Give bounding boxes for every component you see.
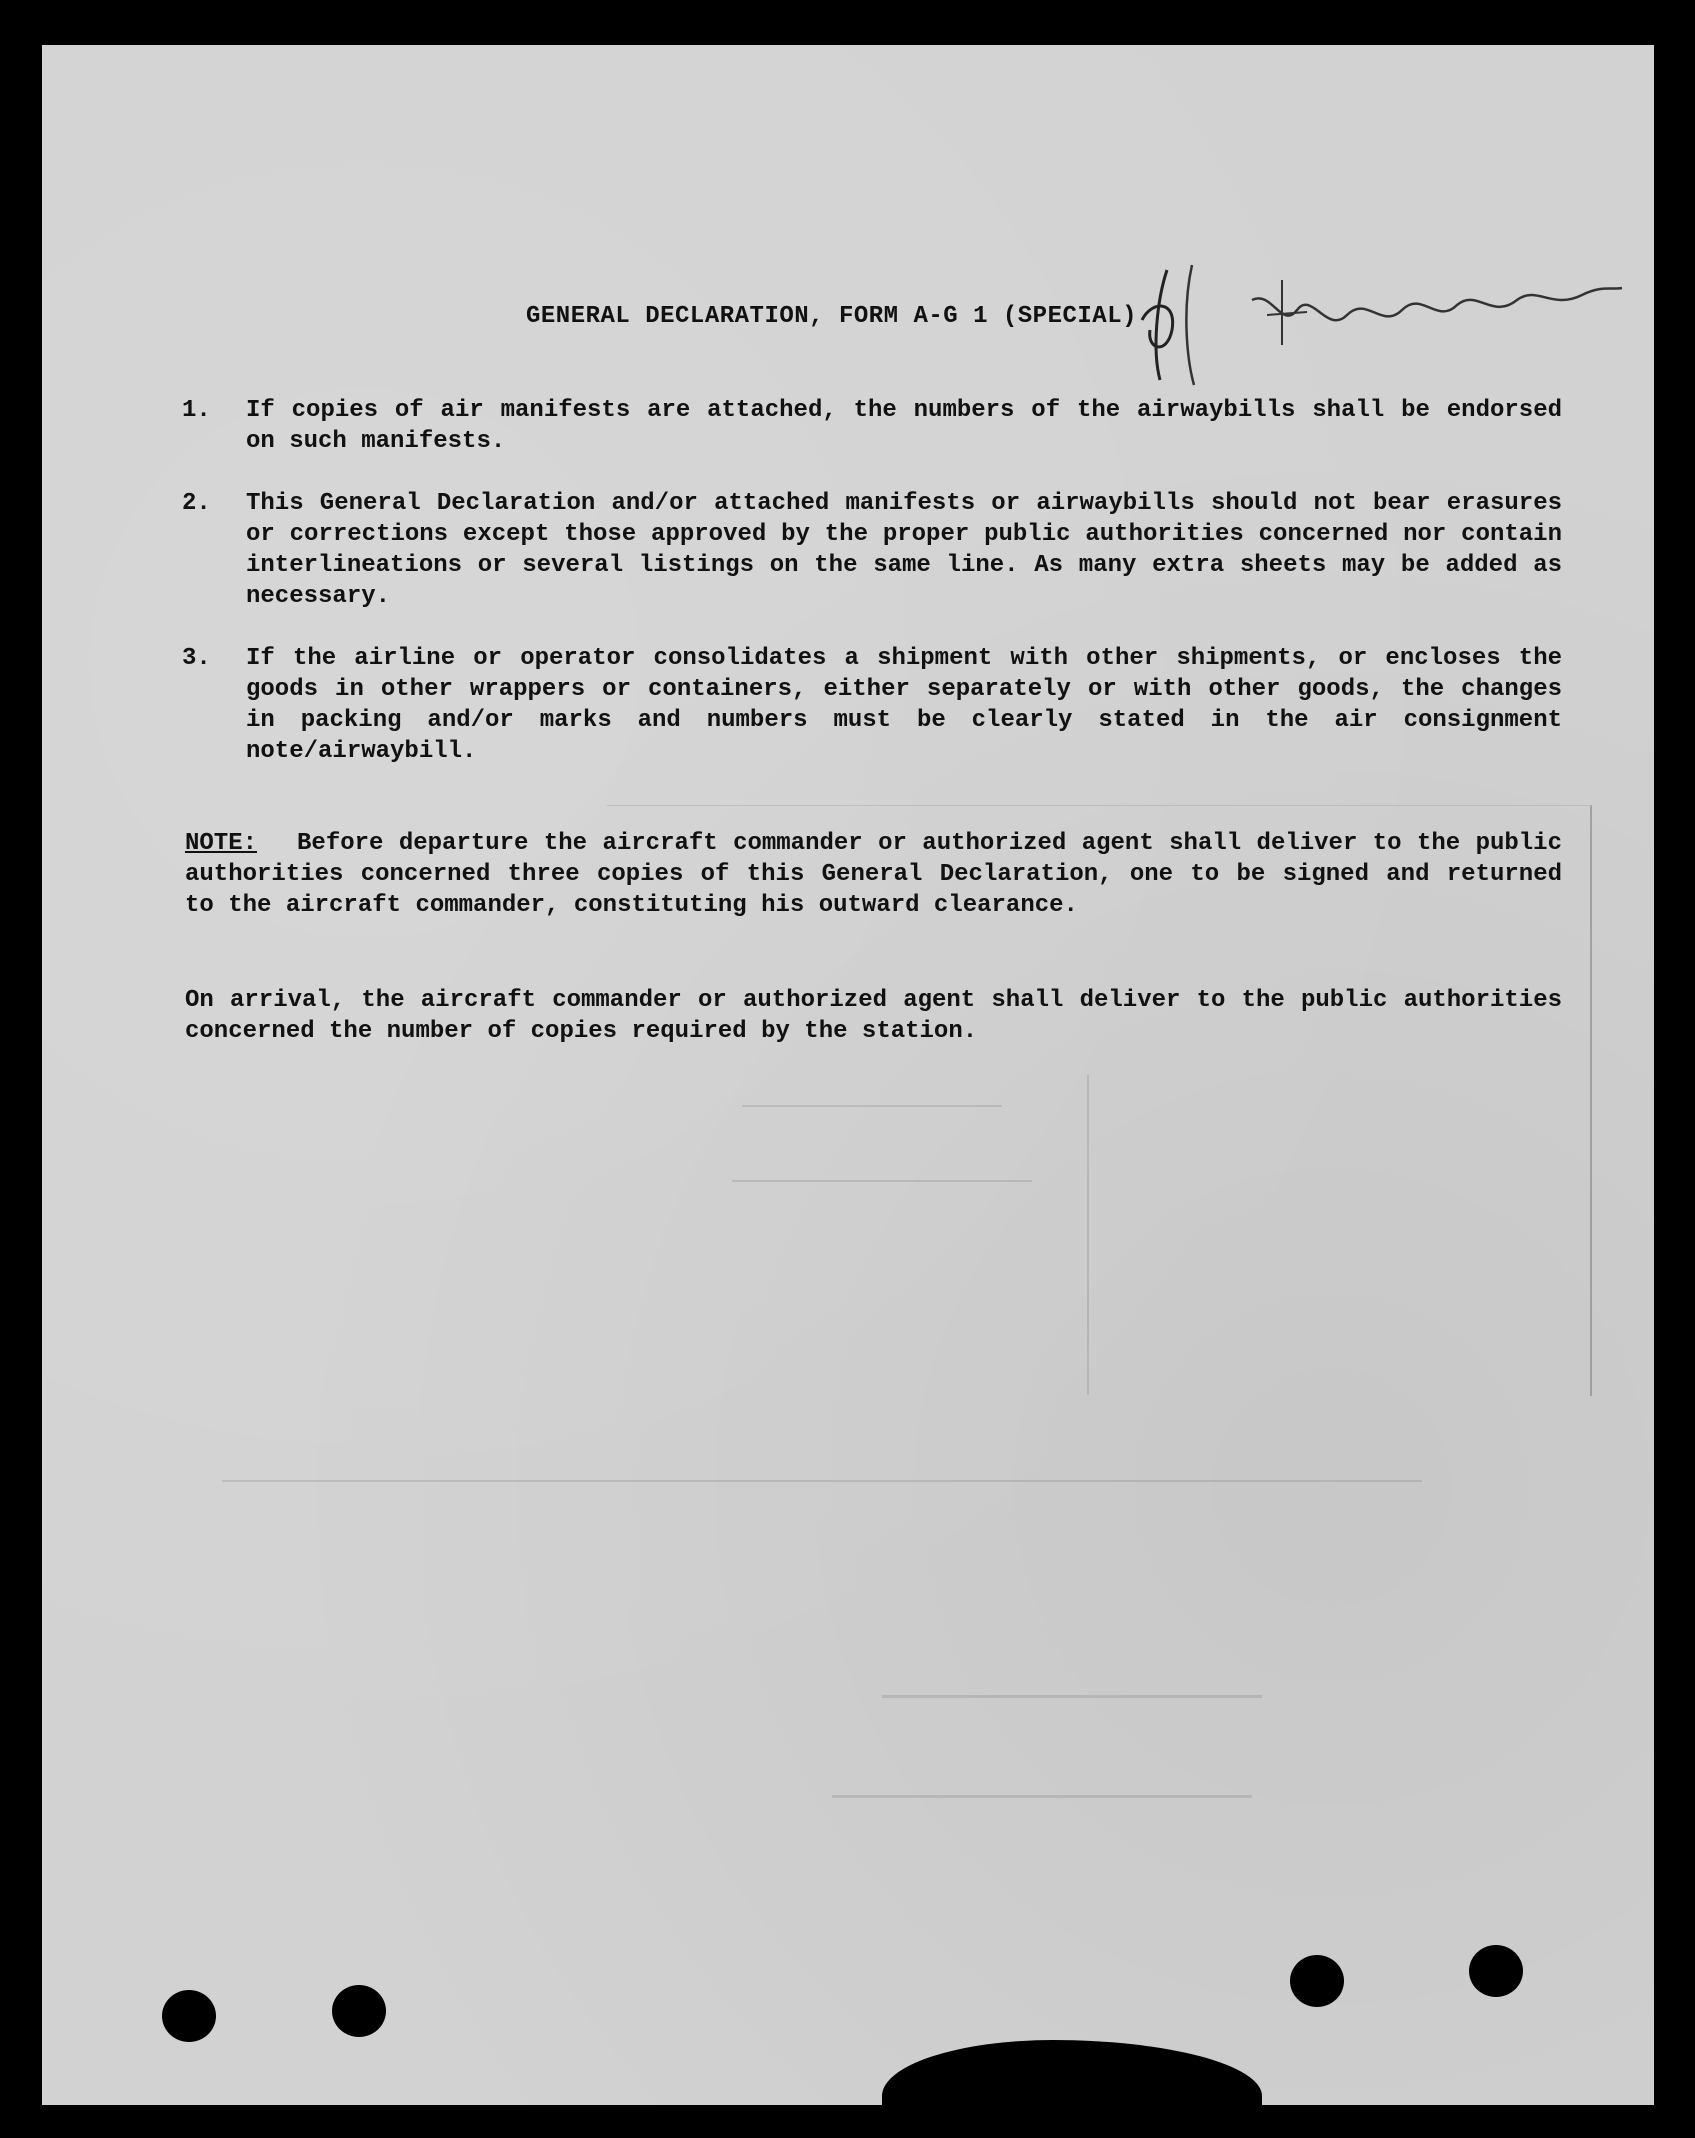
show-through-line (742, 1105, 1002, 1107)
item-number: 1. (182, 397, 211, 424)
item-text: If copies of air manifests are attached, the numbers of the airwaybills shall be endorsed on such manifests. (246, 397, 1562, 455)
punch-hole (1290, 1955, 1344, 2007)
punch-hole (332, 1985, 386, 2037)
show-through-line (832, 1795, 1252, 1798)
punch-hole (1469, 1945, 1523, 1997)
show-through-line (732, 1180, 1032, 1182)
handwritten-signature (1132, 260, 1632, 390)
note-paragraph (185, 828, 1562, 921)
item-text: If the airline or operator consolidates a shipment with other shipments, or encloses the goods in other wrappers or containers, either separately or with other goods, the changes in packing and/or marks and numbers must be clearly stated in the air consignment note/airwaybill. (246, 645, 1562, 765)
form-title: GENERAL DECLARATION, FORM A-G 1 (SPECIAL) (526, 303, 1137, 330)
arrival-paragraph: On arrival, the aircraft commander or authorized agent shall deliver to the public authorities concerned the number of copies required by the station. (185, 987, 1562, 1045)
item-number: 3. (182, 645, 211, 672)
show-through-line (882, 1695, 1262, 1698)
torn-edge (882, 2040, 1262, 2105)
document-page (42, 45, 1654, 2105)
list-item (182, 395, 1562, 457)
list-item (182, 488, 1562, 612)
item-text: This General Declaration and/or attached manifests or airwaybills should not bear erasures or corrections except those approved by the proper public authorities concerned nor contain interlineations or several listings on the same line. As many extra sheets may be added as necessary. (246, 490, 1562, 610)
punch-hole (162, 1990, 216, 2042)
item-number: 2. (182, 490, 211, 517)
note-text: Before departure the aircraft commander or authorized agent shall deliver to the public authorities concerned three copies of this General Declaration, one to be signed and returned to the aircraft commander, constituting his outward clearance. (185, 830, 1562, 919)
show-through-line (1087, 1075, 1089, 1395)
list-item (182, 643, 1562, 767)
note-label: NOTE: (185, 830, 258, 857)
show-through-line (222, 1480, 1422, 1482)
